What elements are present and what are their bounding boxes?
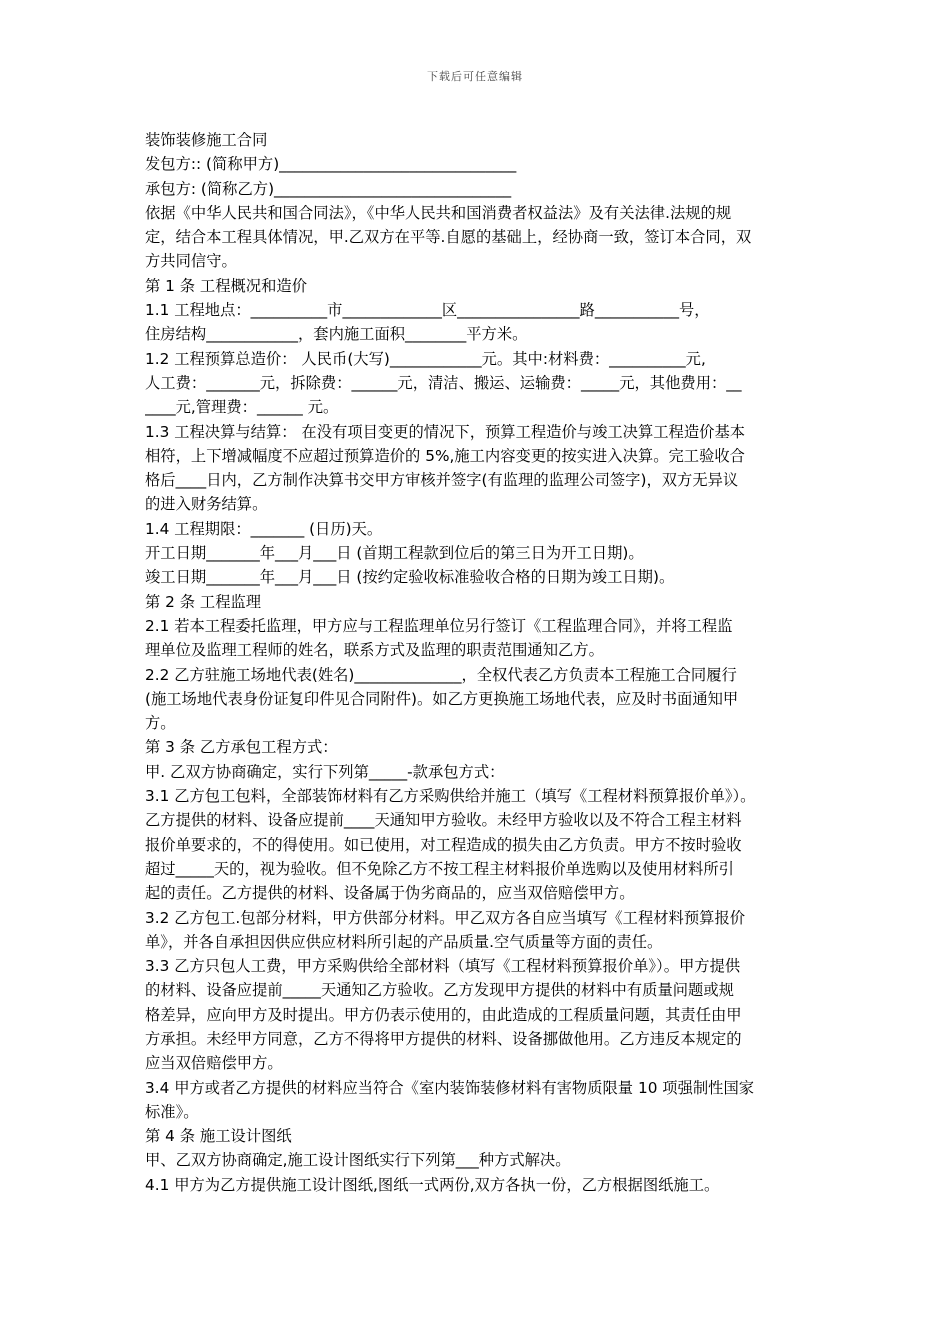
text-line: 承包方: (简称乙方)_______________________________	[145, 179, 512, 198]
text-line: 标准》。	[145, 1102, 199, 1121]
text-line: 1.2 工程预算总造价： 人民币(大写)____________元。其中:材料费：__________元,	[145, 349, 706, 368]
text-line: 开工日期_______年___月___日 (首期工程款到位后的第三日为开工日期)。	[145, 544, 644, 563]
text-line: 定，结合本工程具体情况，甲.乙双方在平等.自愿的基础上，经协商一致，签订本合同，双	[145, 228, 752, 247]
text-line: 的进入财务结算。	[145, 495, 268, 514]
text-line: 第 4 条 施工设计图纸	[145, 1127, 292, 1146]
text-line: 2.1 若本工程委托监理，甲方应与工程监理单位另行签订《工程监理合同》，并将工程监	[145, 616, 733, 635]
text-line: 第 2 条 工程监理	[145, 592, 262, 611]
text-line: 方承担。未经甲方同意，乙方不得将甲方提供的材料、设备挪做他用。乙方违反本规定的	[145, 1029, 742, 1048]
text-line: 单》，并各自承担因供应供应材料所引起的产品质量.空气质量等方面的责任。	[145, 932, 663, 951]
text-line: 1.4 工程期限：_______ (日历)天。	[145, 519, 383, 538]
text-line: 发包方:: (简称甲方)_______________________________	[145, 155, 517, 174]
text-line: 3.4 甲方或者乙方提供的材料应当符合《室内装饰装修材料有害物质限量 10 项强制性国家	[145, 1078, 755, 1097]
text-line: 3.1 乙方包工包料，全部装饰材料有乙方采购供给并施工（填写《工程材料预算报价单》）。	[145, 787, 756, 806]
text-line: 4.1 甲方为乙方提供施工设计图纸,图纸一式两份,双方各执一份，乙方根据图纸施工。	[145, 1175, 720, 1194]
contract-body	[145, 128, 815, 1197]
text-line: 起的责任。乙方提供的材料、设备属于伪劣商品的，应当双倍赔偿甲方。	[145, 884, 635, 903]
page-header: 下载后可任意编辑	[427, 70, 523, 83]
text-line: 应当双倍赔偿甲方。	[145, 1054, 283, 1073]
text-line: (施工场地代表身份证复印件见合同附件)。如乙方更换施工场地代表，应及时书面通知甲	[145, 689, 739, 708]
document-title: 装饰装修施工合同	[145, 131, 268, 149]
text-line: 第 1 条 工程概况和造价	[145, 276, 307, 295]
text-line: 相符，上下增减幅度不应超过预算造价的 5%,施工内容变更的按实进入决算。完工验收合	[145, 446, 745, 465]
text-line: 格后____日内，乙方制作决算书交甲方审核并签字(有监理的监理公司签字)，双方无异议	[145, 471, 739, 490]
text-line: 报价单要求的，不的得使用。如已使用，对工程造成的损失由乙方负责。甲方不按时验收	[145, 835, 742, 854]
text-line: 3.3 乙方只包人工费，甲方采购供给全部材料（填写《工程材料预算报价单》）。甲方提供	[145, 957, 741, 976]
text-line: 人工费：_______元，拆除费：______元，清洁、搬运、运输费：_____元，其他费用：__	[145, 373, 742, 392]
text-line: 1.3 工程决算与结算： 在没有项目变更的情况下，预算工程造价与竣工决算工程造价基本	[145, 422, 746, 441]
text-line: 超过_____天的，视为验收。但不免除乙方不按工程主材料报价单选购以及使用材料所引	[145, 859, 734, 878]
text-line: 乙方提供的材料、设备应提前____天通知甲方验收。未经甲方验收以及不符合工程主材料	[145, 811, 742, 830]
text-line: 竣工日期_______年___月___日 (按约定验收标准验收合格的日期为竣工日期)。	[145, 568, 675, 587]
text-line: 理单位及监理工程师的姓名，联系方式及监理的职责范围通知乙方。	[145, 641, 604, 660]
text-line: ____元,管理费：______ 元。	[145, 398, 339, 417]
text-line: 依据《中华人民共和国合同法》，《中华人民共和国消费者权益法》及有关法律.法规的规	[145, 203, 732, 222]
text-line: 方共同信守。	[145, 252, 237, 271]
text-line: 2.2 乙方驻施工场地代表(姓名)______________，全权代表乙方负责本工程施工合同履行	[145, 665, 737, 684]
text-line: 的材料、设备应提前_____天通知乙方验收。乙方发现甲方提供的材料中有质量问题或规	[145, 981, 734, 1000]
text-line: 1.1 工程地点：__________市_____________区________________路___________号，	[145, 301, 710, 320]
text-line: 甲、乙双方协商确定,施工设计图纸实行下列第___种方式解决。	[145, 1151, 571, 1170]
text-line: 3.2 乙方包工.包部分材料，甲方供部分材料。甲乙双方各自应当填写《工程材料预算报价	[145, 908, 746, 927]
text-line: 住房结构____________，套内施工面积________平方米。	[145, 325, 528, 344]
text-line: 格差异，应向甲方及时提出。甲方仍表示使用的，由此造成的工程质量问题，其责任由甲	[145, 1005, 742, 1024]
text-line: 方。	[145, 714, 176, 733]
text-line: 甲. 乙双方协商确定，实行下列第_____-款承包方式：	[145, 762, 505, 781]
text-line: 第 3 条 乙方承包工程方式：	[145, 738, 338, 757]
